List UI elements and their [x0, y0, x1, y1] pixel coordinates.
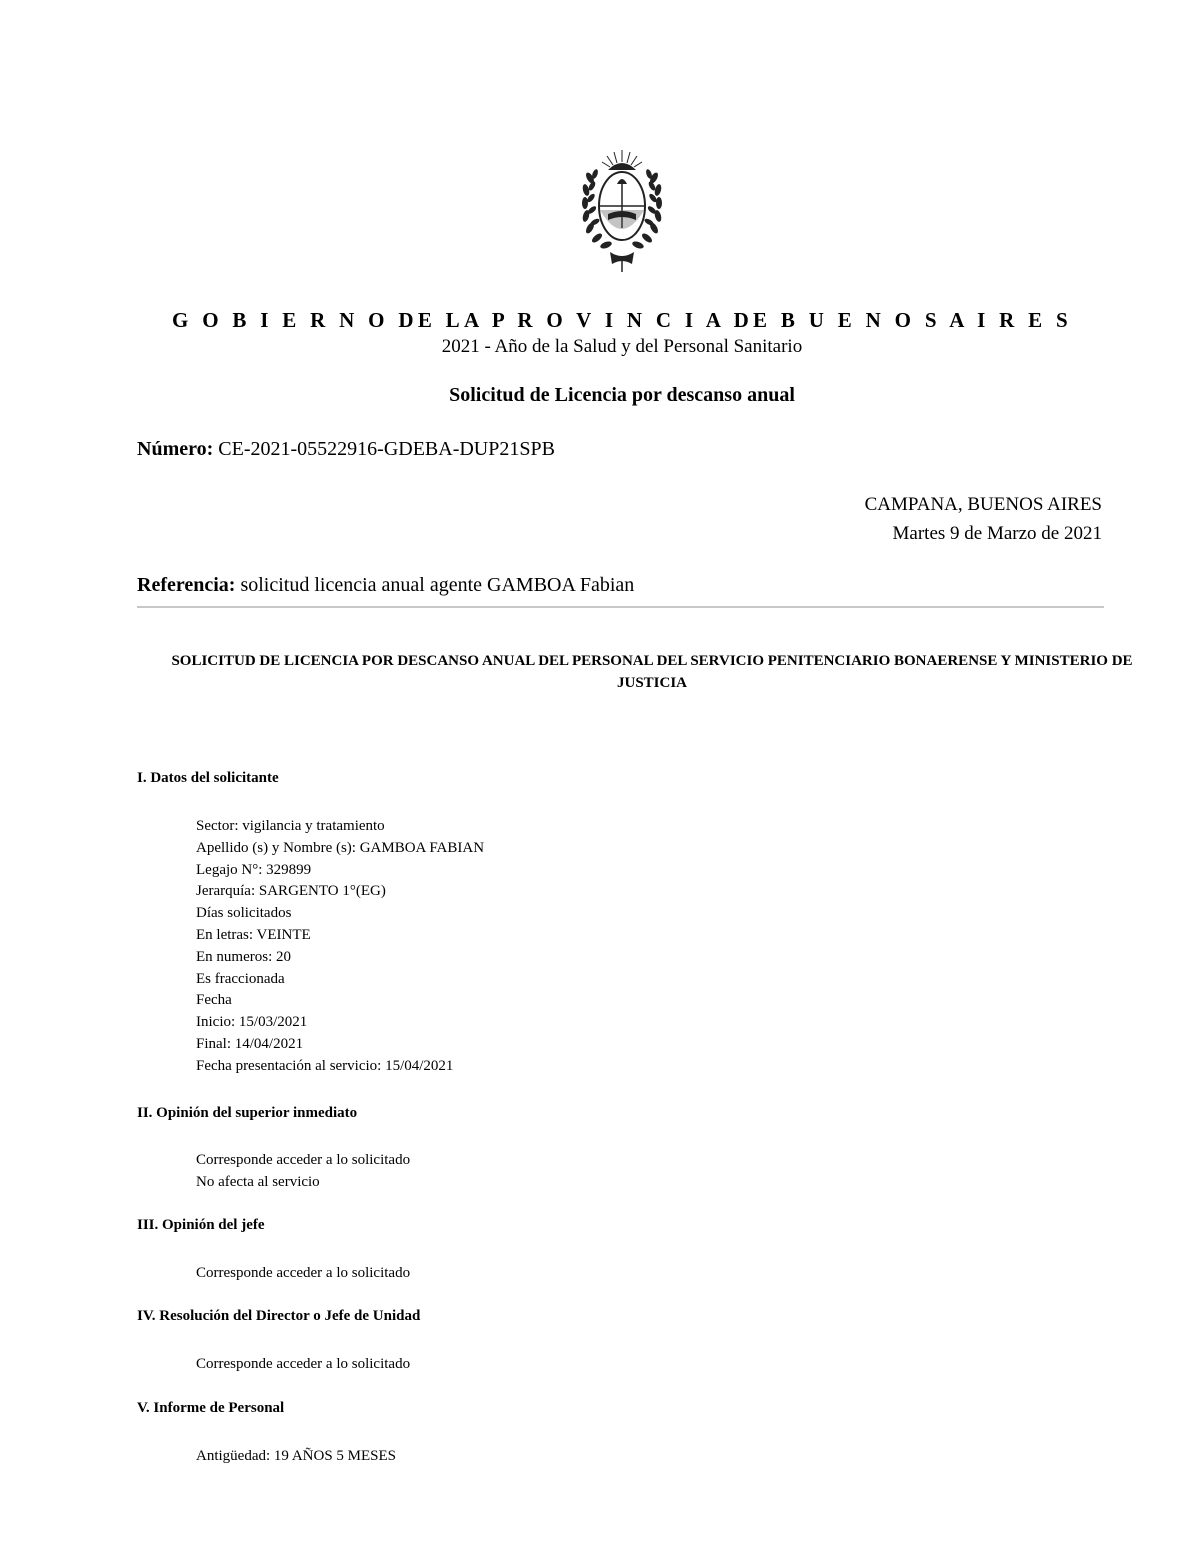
- opinion-jefe-line: Corresponde acceder a lo solicitado: [196, 1265, 411, 1281]
- field-sector: Sector: vigilancia y tratamiento: [196, 818, 385, 834]
- reference-label: Referencia:: [137, 574, 236, 596]
- field-legajo: Legajo N°: 329899: [196, 861, 312, 878]
- field-fecha: Fecha: [196, 992, 232, 1009]
- resolucion-director-line: Corresponde acceder a lo solicitado: [196, 1356, 411, 1372]
- coat-of-arms-seal: [580, 148, 664, 274]
- year-motto: 2021 - Año de la Salud y del Personal Sanitario: [441, 336, 803, 357]
- field-dias-solicitados: Días solicitados: [196, 905, 292, 922]
- number-label: Número:: [137, 438, 214, 460]
- field-jerarquia: Jerarquía: SARGENTO 1°(EG): [196, 883, 386, 900]
- field-en-numeros: En numeros: 20: [196, 948, 291, 965]
- opinion-superior-line: Corresponde acceder a lo solicitado: [196, 1152, 411, 1168]
- field-en-letras: En letras: VEINTE: [196, 926, 311, 943]
- number-value: CE-2021-05522916-GDEBA-DUP21SPB: [218, 438, 555, 460]
- government-title: G O B I E R N O DE LA P R O V I N C I A DE B U E N O S A I R E S: [172, 308, 1072, 332]
- section-title-datos-solicitante: I. Datos del solicitante: [137, 770, 279, 786]
- field-apellido-nombre: Apellido (s) y Nombre (s): GAMBOA FABIAN: [196, 839, 485, 856]
- document-title: Solicitud de Licencia por descanso anual: [449, 384, 795, 406]
- opinion-superior-line: No afecta al servicio: [196, 1173, 320, 1190]
- body-heading: SOLICITUD DE LICENCIA POR DESCANSO ANUAL DEL PERSONAL DEL SERVICIO PENITENCIARIO BONAERENSE Y MINISTERIO DE JUSTICIA: [171, 653, 1133, 691]
- section-title-resolucion-director: IV. Resolución del Director o Jefe de Unidad: [137, 1308, 421, 1324]
- field-es-fraccionada: Es fraccionada: [196, 970, 285, 987]
- section-lines-resolucion-director: [196, 1354, 410, 1376]
- separator-rule: [137, 606, 1104, 608]
- field-inicio: Inicio: 15/03/2021: [196, 1014, 308, 1031]
- section-lines-opinion-jefe: [196, 1263, 410, 1285]
- section-lines-informe-personal: [196, 1446, 396, 1468]
- section-lines-opinion-superior: [196, 1150, 410, 1194]
- document-number: [137, 438, 555, 461]
- document-date: Martes 9 de Marzo de 2021: [892, 523, 1102, 544]
- section-lines-datos-solicitante: [196, 816, 484, 1078]
- section-title-opinion-jefe: III. Opinión del jefe: [137, 1217, 265, 1233]
- section-title-opinion-superior: II. Opinión del superior inmediato: [137, 1105, 358, 1121]
- field-final: Final: 14/04/2021: [196, 1035, 304, 1052]
- reference-value: solicitud licencia anual agente GAMBOA Fabian: [240, 574, 635, 596]
- informe-personal-line: Antigüedad: 19 AÑOS 5 MESES: [196, 1448, 397, 1464]
- field-fecha-presentacion: Fecha presentación al servicio: 15/04/2021: [196, 1057, 454, 1074]
- document-place: CAMPANA, BUENOS AIRES: [864, 494, 1102, 515]
- section-title-informe-personal: V. Informe de Personal: [137, 1400, 285, 1416]
- document-reference: [137, 574, 634, 597]
